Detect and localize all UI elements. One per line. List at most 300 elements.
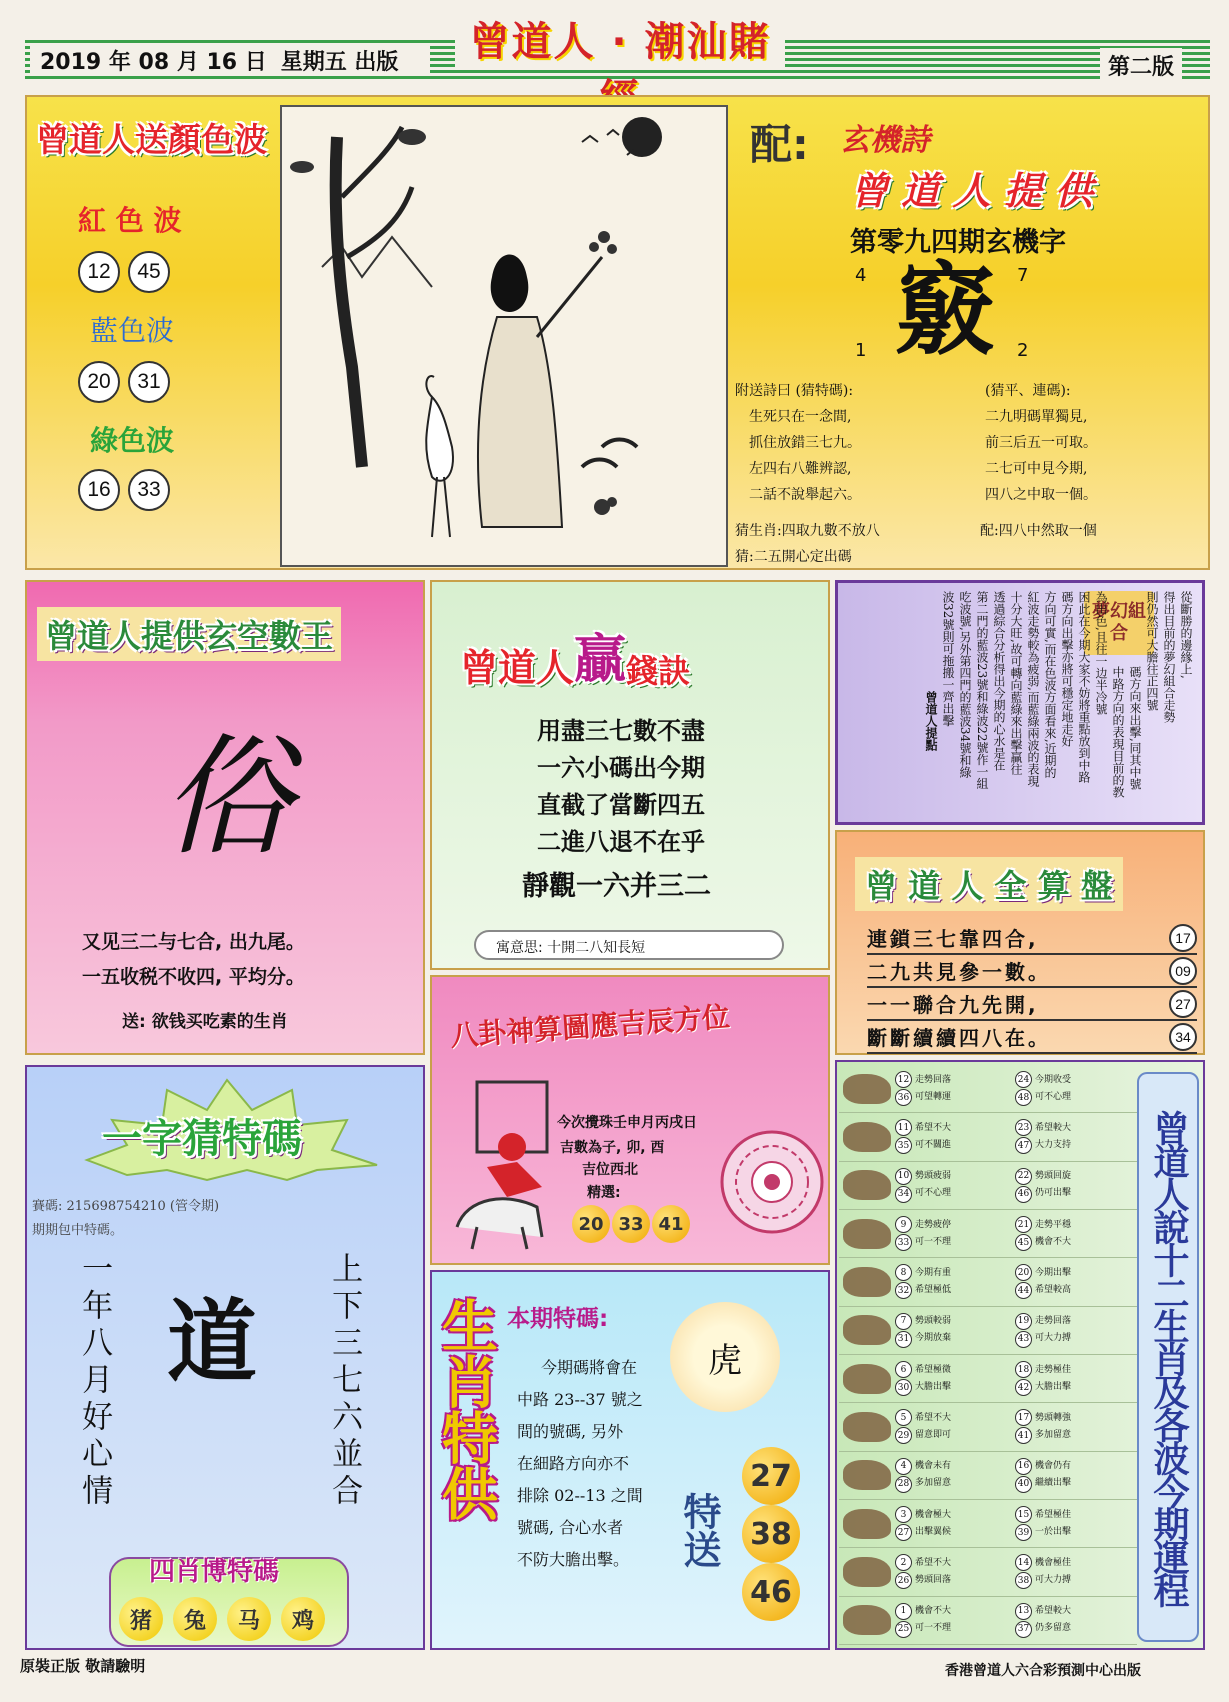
winning-title-c: 錢訣 [626, 652, 691, 690]
poem-line: 四八之中取一個。 [985, 487, 1097, 503]
number-circle: 19 [1015, 1313, 1032, 1330]
number-circle: 5 [895, 1409, 912, 1426]
zodiac-fortune [895, 1168, 1015, 1203]
winning-title [460, 617, 690, 692]
special-line: 在細路方向亦不 [517, 1454, 630, 1473]
fortune-line: 可不心理 [915, 1188, 952, 1199]
calc-number: 27 [1169, 990, 1197, 1018]
one-char-note: 賽碼: 215698754210 (管令期) [32, 1199, 220, 1214]
calc-panel [835, 830, 1205, 1055]
fortune-text [915, 1217, 951, 1251]
poem-left [735, 378, 975, 508]
mystic-character: 竅 [895, 251, 995, 369]
calc-text: 一一聯合九先開, [867, 993, 1039, 1017]
calc-row [867, 955, 1197, 988]
fortune-line: 機會極佳 [1035, 1557, 1072, 1568]
fortune-line: 多加留意 [1035, 1429, 1072, 1440]
fortune-text [915, 1265, 951, 1299]
combo-line: 則仍然可大膽往正四號 [1145, 591, 1159, 711]
fortune-line: 今期出擊 [1035, 1267, 1072, 1278]
one-char-title: 一字猜特碼 [102, 1116, 302, 1162]
number-circle: 8 [895, 1264, 912, 1281]
zodiac-numbers [1015, 1264, 1032, 1299]
bagua-title: 八卦神算圖應吉辰方位 [449, 1000, 731, 1053]
number-circle: 25 [895, 1621, 912, 1638]
lady-crane-drawing [282, 107, 726, 565]
rat-icon [843, 1074, 891, 1104]
number-circle: 23 [1015, 1119, 1032, 1136]
number-ball: 38 [742, 1505, 800, 1563]
zodiac-fortune [895, 1409, 1015, 1444]
combo-line: 十分大旺,故可轉向藍綠來出擊贏往 [1009, 591, 1023, 775]
one-char-right: 上下三七六並合 [326, 1252, 363, 1511]
combo-line: 紅波走勢較為疲弱,而藍綠兩波的表現 [1026, 591, 1040, 787]
blue-wave-numbers [78, 361, 275, 403]
pig-icon [843, 1605, 891, 1635]
zodiac-fortune [1015, 1119, 1135, 1154]
red-wave-numbers [78, 251, 275, 293]
zodiac-ball: 马 [227, 1597, 271, 1641]
special-balls [742, 1447, 800, 1621]
combo-line: 吃波號,另外第四門的藍波34號和綠 [958, 591, 972, 779]
fortune-line: 出擊翼候 [915, 1526, 952, 1537]
fortune-text [1035, 1362, 1071, 1396]
bagua-line3: 吉位西北 [582, 1162, 638, 1178]
zodiac-numbers [895, 1554, 912, 1589]
combo-line: 波32號則可拖搬一齊出擊 [941, 591, 955, 727]
fortune-line: 希望極佳 [1035, 1509, 1072, 1520]
zodiac-fortune [1015, 1554, 1135, 1589]
footer-right: 香港曾道人六合彩預測中心出版 [945, 1663, 1141, 1679]
zodiac-numbers [1015, 1458, 1032, 1493]
one-char-glyph: 道 [167, 1289, 257, 1395]
poem-left-head: 附送詩曰 (猜特碼): [735, 383, 854, 399]
zodiac-numbers [895, 1168, 912, 1203]
rabbit-icon [843, 1219, 891, 1249]
fortune-line: 機會仍有 [1035, 1461, 1072, 1472]
number-ball: 33 [612, 1205, 650, 1243]
fortune-line: 希望較大 [1035, 1606, 1072, 1617]
issue-weekday: 星期五 出版 [280, 49, 399, 75]
fortune-line: 今期收受 [1035, 1074, 1072, 1085]
fortune-line: 機會未有 [915, 1461, 952, 1472]
zodiac-row [839, 1307, 1137, 1355]
number-ball: 41 [652, 1205, 690, 1243]
number-circle: 28 [895, 1476, 912, 1493]
special-line: 號碼, 合心水者 [517, 1518, 624, 1537]
combo-line: 中路方向的表現目前的教 [1111, 666, 1125, 798]
number-king-panel [25, 580, 425, 1055]
fortune-line: 可望轉運 [915, 1091, 952, 1102]
number-circle: 41 [1015, 1427, 1032, 1444]
zodiac-row [839, 1500, 1137, 1548]
zodiac-numbers [1015, 1071, 1032, 1106]
poem-tag: 玄機詩 [840, 123, 930, 158]
bagua-line2: 吉數為子, 卯, 酉 [560, 1140, 665, 1156]
number-king-send: 送: 欲钱买吃素的生肖 [122, 1012, 288, 1032]
number-circle: 20 [1015, 1264, 1032, 1281]
issue-date: 2019 年 08 月 16 日 [40, 49, 267, 75]
flower-zodiac: 虎 [708, 1340, 742, 1381]
number-king-line: 一五收税不收四, 平均分。 [82, 966, 305, 988]
fortune-line: 勢頭回落 [915, 1574, 952, 1585]
number-circle: 7 [895, 1313, 912, 1330]
fortune-line: 希望不大 [915, 1557, 952, 1568]
fortune-line: 走勢回落 [915, 1074, 952, 1085]
combo-line: 透過綜合分析得出今期的心水是在 [992, 591, 1006, 771]
corner-bl: 1 [855, 340, 867, 361]
zodiac-ball: 兔 [173, 1597, 217, 1641]
fortune-line: 多加留意 [915, 1478, 952, 1489]
dragon-icon [843, 1267, 891, 1297]
fortune-text [915, 1410, 951, 1444]
zodiac-row [839, 1258, 1137, 1306]
fortune-line: 繼續出擊 [1035, 1478, 1072, 1489]
zodiac-fortune [895, 1554, 1015, 1589]
fortune-line: 大膽出擊 [915, 1381, 952, 1392]
snake-icon [843, 1315, 891, 1345]
calc-number: 09 [1169, 957, 1197, 985]
fortune-line: 可大力搏 [1035, 1333, 1072, 1344]
winning-meaning: 寓意思: 十開二八知長短 [474, 930, 784, 960]
zodiac-fortune [895, 1361, 1015, 1396]
number-circle: 30 [895, 1379, 912, 1396]
winning-line: 一六小碼出今期 [537, 753, 705, 782]
fortune-line: 機會不大 [915, 1606, 952, 1617]
number-circle: 31 [895, 1331, 912, 1348]
combo-line: 第二門的藍波23號和綠波22號作一組 [975, 591, 989, 790]
winning-lines [537, 712, 705, 860]
fortune-line: 走勢極佳 [1035, 1364, 1072, 1375]
twelve-zodiac-panel [835, 1060, 1205, 1650]
one-char-left: 一年八月好心情 [76, 1252, 113, 1511]
fortune-line: 走勢疲停 [915, 1219, 952, 1230]
bagua-panel [430, 975, 830, 1265]
number-circle: 9 [895, 1216, 912, 1233]
zodiac-numbers [895, 1409, 912, 1444]
fortune-line: 希望極低 [915, 1284, 952, 1295]
number-circle: 44 [1015, 1282, 1032, 1299]
ox-icon [843, 1122, 891, 1152]
fortune-line: 今期有重 [915, 1267, 952, 1278]
combo-line: 得出目前的夢幻組合走勢 [1162, 591, 1176, 723]
monkey-icon [843, 1460, 891, 1490]
zodiac-fortune [1015, 1458, 1135, 1493]
dog-icon [843, 1557, 891, 1587]
number-ball: 46 [742, 1563, 800, 1621]
bagua-line1: 今次攪珠壬申月丙戌日 [557, 1115, 697, 1131]
zodiac-numbers [1015, 1554, 1032, 1589]
fortune-line: 機會極大 [915, 1509, 952, 1520]
zodiac-numbers [895, 1458, 912, 1493]
fortune-line: 大膽出擊 [1035, 1381, 1072, 1392]
zodiac-numbers [1015, 1603, 1032, 1638]
zodiac-fortune [895, 1264, 1015, 1299]
combo-columns [922, 591, 1194, 816]
zodiac-numbers [895, 1071, 912, 1106]
four-zodiac-list [119, 1597, 325, 1641]
zodiac-row [839, 1597, 1137, 1645]
calc-title: 曾 道 人 全 算 盤 [855, 857, 1123, 911]
combo-line: 碼方向來出擊,同其中號 [1128, 666, 1142, 790]
edition-label: 第二版 [1100, 48, 1182, 83]
special-line: 排除 02--13 之間 [517, 1486, 643, 1505]
calc-row [867, 988, 1197, 1021]
zodiac-numbers [1015, 1361, 1032, 1396]
fortune-text [1035, 1507, 1071, 1541]
fortune-line: 走勢回落 [1035, 1316, 1072, 1327]
calc-row [867, 922, 1197, 955]
poem-provider: 曾 道 人 提 供 [850, 169, 1093, 213]
number-circle: 42 [1015, 1379, 1032, 1396]
poem-right [985, 378, 1205, 508]
poem-line: 二話不說舉起六。 [749, 487, 861, 503]
zodiac-numbers [895, 1506, 912, 1541]
corner-br: 2 [1017, 340, 1029, 361]
twelve-zodiac-title: 曾道人說十二生肖及各波今期運程 [1137, 1072, 1199, 1642]
zodiac-special-send: 特送 [677, 1492, 721, 1568]
zodiac-fortune [1015, 1071, 1135, 1106]
zodiac-numbers [895, 1313, 912, 1348]
number-ball: 20 [78, 361, 120, 403]
fortune-line: 走勢平穩 [1035, 1219, 1072, 1230]
winning-quiet: 靜觀一六并三二 [522, 871, 711, 902]
fortune-text [1035, 1072, 1071, 1106]
number-circle: 12 [895, 1071, 912, 1088]
fortune-line: 可一不理 [915, 1623, 952, 1634]
issue-line: 第零九四期玄機字 [850, 227, 1066, 258]
number-circle: 14 [1015, 1554, 1032, 1571]
number-circle: 46 [1015, 1186, 1032, 1203]
number-circle: 36 [895, 1089, 912, 1106]
four-zodiac-box [109, 1557, 349, 1647]
poem-line: 生死只在一念間, [749, 409, 852, 425]
number-circle: 37 [1015, 1621, 1032, 1638]
zodiac-numbers [1015, 1506, 1032, 1541]
number-circle: 43 [1015, 1331, 1032, 1348]
poem-right-head: (猜平、連碼): [985, 383, 1071, 399]
zodiac-fortune [1015, 1264, 1135, 1299]
four-zodiac-title: 四肖博特碼 [149, 1557, 280, 1587]
fortune-line: 可大力搏 [1035, 1574, 1072, 1585]
poem-line: 左四右八難辨認, [749, 461, 852, 477]
poem-line: 抓住放錯三七九。 [749, 435, 861, 451]
zodiac-numbers [895, 1603, 912, 1638]
page-title: 曾道人 · 潮汕賭 [455, 10, 785, 70]
zodiac-rows [839, 1065, 1139, 1645]
zodiac-fortune [895, 1071, 1015, 1106]
winning-line: 直截了當斷四五 [537, 790, 705, 819]
tiger-icon [843, 1170, 891, 1200]
color-wave-section [30, 100, 275, 565]
fortune-line: 勢頭較弱 [915, 1316, 952, 1327]
winning-line: 二進八退不在乎 [537, 827, 705, 856]
archer-horse-icon [447, 1077, 557, 1252]
number-circle: 47 [1015, 1137, 1032, 1154]
zodiac-numbers [1015, 1409, 1032, 1444]
zodiac-fortune [1015, 1168, 1135, 1203]
number-circle: 40 [1015, 1476, 1032, 1493]
zodiac-fortune [895, 1603, 1015, 1638]
number-ball: 20 [572, 1205, 610, 1243]
zodiac-numbers [1015, 1168, 1032, 1203]
number-circle: 22 [1015, 1168, 1032, 1185]
fortune-line: 希望較高 [1035, 1284, 1072, 1295]
fortune-text [1035, 1313, 1071, 1347]
calc-number: 17 [1169, 924, 1197, 952]
calc-row [867, 1021, 1197, 1054]
number-ball: 12 [78, 251, 120, 293]
number-circle: 10 [895, 1168, 912, 1185]
combo-panel [835, 580, 1205, 825]
combo-line: 為出色,且往一边半冷號 [1094, 591, 1108, 715]
zodiac-special-text [517, 1352, 643, 1576]
number-ball: 45 [128, 251, 170, 293]
fortune-text [915, 1458, 951, 1492]
calc-text: 二九共見參一數。 [867, 960, 1051, 984]
special-line: 今期碼將會在 [541, 1358, 638, 1377]
number-circle: 4 [895, 1458, 912, 1475]
number-circle: 18 [1015, 1361, 1032, 1378]
zodiac-fortune [1015, 1216, 1135, 1251]
goat-icon [843, 1412, 891, 1442]
zodiac-fortune [1015, 1506, 1135, 1541]
number-circle: 33 [895, 1234, 912, 1251]
zodiac-row [839, 1113, 1137, 1161]
number-circle: 15 [1015, 1506, 1032, 1523]
number-king-line: 又见三二与七合, 出九尾。 [82, 931, 305, 953]
combo-line: 困此在今期大家不妨將重點放到中路 [1077, 591, 1091, 783]
mystic-poem-section [735, 100, 1205, 565]
zodiac-fortune [1015, 1603, 1135, 1638]
winning-title-b: 贏 [574, 630, 627, 690]
fortune-text [915, 1313, 951, 1347]
number-circle: 34 [895, 1186, 912, 1203]
fortune-line: 可不心理 [1035, 1091, 1072, 1102]
fortune-line: 機會不大 [1035, 1236, 1072, 1247]
zodiac-ball: 鸡 [281, 1597, 325, 1641]
fortune-line: 一於出擊 [1035, 1526, 1072, 1537]
fortune-text [1035, 1168, 1071, 1202]
zodiac-numbers [1015, 1313, 1032, 1348]
fortune-line: 勢頭疲弱 [915, 1171, 952, 1182]
poem-line: 二七可中見今期, [985, 461, 1088, 477]
number-circle: 27 [895, 1524, 912, 1541]
horse-icon [843, 1364, 891, 1394]
zodiac-row [839, 1162, 1137, 1210]
fortune-line: 大力支持 [1035, 1139, 1072, 1150]
color-wave-title: 曾道人送顏色波 [36, 120, 267, 159]
zodiac-fortune [895, 1119, 1015, 1154]
fortune-text [915, 1072, 951, 1106]
zodiac-numbers [1015, 1216, 1032, 1251]
fortune-text [1035, 1217, 1071, 1251]
number-circle: 6 [895, 1361, 912, 1378]
red-wave-label: 紅 色 波 [78, 204, 182, 237]
fortune-text [1035, 1410, 1071, 1444]
green-wave-numbers [78, 469, 275, 511]
corner-tr: 7 [1017, 265, 1029, 286]
fortune-text [915, 1362, 951, 1396]
bagua-balls [572, 1205, 690, 1243]
number-ball: 27 [742, 1447, 800, 1505]
fortune-line: 希望不大 [915, 1122, 952, 1133]
calc-number: 34 [1169, 1023, 1197, 1051]
zodiac-special-head: 本期特碼: [507, 1306, 609, 1332]
calc-text: 連鎖三七靠四合, [867, 927, 1039, 951]
fortune-line: 勢頭回旋 [1035, 1171, 1072, 1182]
combo-line: 碼方向出擊亦將可穩定地走好 [1060, 591, 1074, 747]
combo-badge: 夢幻組合 [1084, 591, 1154, 655]
fortune-text [915, 1120, 951, 1154]
fortune-text [1035, 1120, 1071, 1154]
combo-line: 方向可實,而在色波方面看來,近期的 [1043, 591, 1057, 779]
fortune-line: 可一不理 [915, 1236, 952, 1247]
fortune-text [915, 1555, 951, 1589]
number-ball: 16 [78, 469, 120, 511]
green-wave-label: 綠色波 [90, 424, 175, 457]
poem-line: 二九明碼單獨見, [985, 409, 1088, 425]
special-line: 間的號碼, 另外 [517, 1422, 624, 1441]
poem-line: 前三后五一可取。 [985, 435, 1097, 451]
number-circle: 35 [895, 1137, 912, 1154]
number-circle: 21 [1015, 1216, 1032, 1233]
number-ball: 33 [128, 469, 170, 511]
number-circle: 38 [1015, 1572, 1032, 1589]
corner-tl: 4 [855, 265, 867, 286]
fortune-line: 今期放棄 [915, 1333, 952, 1344]
zodiac-row [839, 1403, 1137, 1451]
header-date-box [30, 44, 430, 76]
fortune-line: 希望不大 [915, 1412, 952, 1423]
zodiac-numbers [895, 1216, 912, 1251]
zodiac-row [839, 1065, 1137, 1113]
number-circle: 24 [1015, 1071, 1032, 1088]
winning-panel [430, 580, 830, 970]
number-king-title: 曾道人提供玄空數王 [37, 607, 341, 661]
bagua-line4: 精選: [587, 1185, 621, 1201]
zodiac-fortune [1015, 1313, 1135, 1348]
zodiac-row [839, 1452, 1137, 1500]
combo-signoff: 曾道人提點 [924, 691, 938, 751]
number-circle: 39 [1015, 1524, 1032, 1541]
number-circle: 13 [1015, 1603, 1032, 1620]
winning-title-a: 曾道人 [460, 646, 575, 690]
special-line: 不防大膽出擊。 [517, 1550, 630, 1569]
number-circle: 11 [895, 1119, 912, 1136]
zodiac-ball: 猪 [119, 1597, 163, 1641]
zodiac-row [839, 1355, 1137, 1403]
fortune-line: 仍可出擊 [1035, 1188, 1072, 1199]
fortune-text [1035, 1458, 1071, 1492]
zodiac-fortune [1015, 1409, 1135, 1444]
zodiac-numbers [1015, 1119, 1032, 1154]
zodiac-special-side: 生肖特供 [433, 1297, 498, 1521]
zodiac-row [839, 1210, 1137, 1258]
number-ball: 31 [128, 361, 170, 403]
fortune-line: 希望較大 [1035, 1122, 1072, 1133]
number-circle: 2 [895, 1554, 912, 1571]
zodiac-fortune [895, 1506, 1015, 1541]
fortune-text [1035, 1265, 1071, 1299]
fortune-text [915, 1507, 951, 1541]
number-circle: 16 [1015, 1458, 1032, 1475]
zodiac-numbers [895, 1361, 912, 1396]
fortune-line: 留意即可 [915, 1429, 952, 1440]
lady-illustration [280, 105, 728, 567]
zodiac-fortune [895, 1458, 1015, 1493]
number-circle: 1 [895, 1603, 912, 1620]
